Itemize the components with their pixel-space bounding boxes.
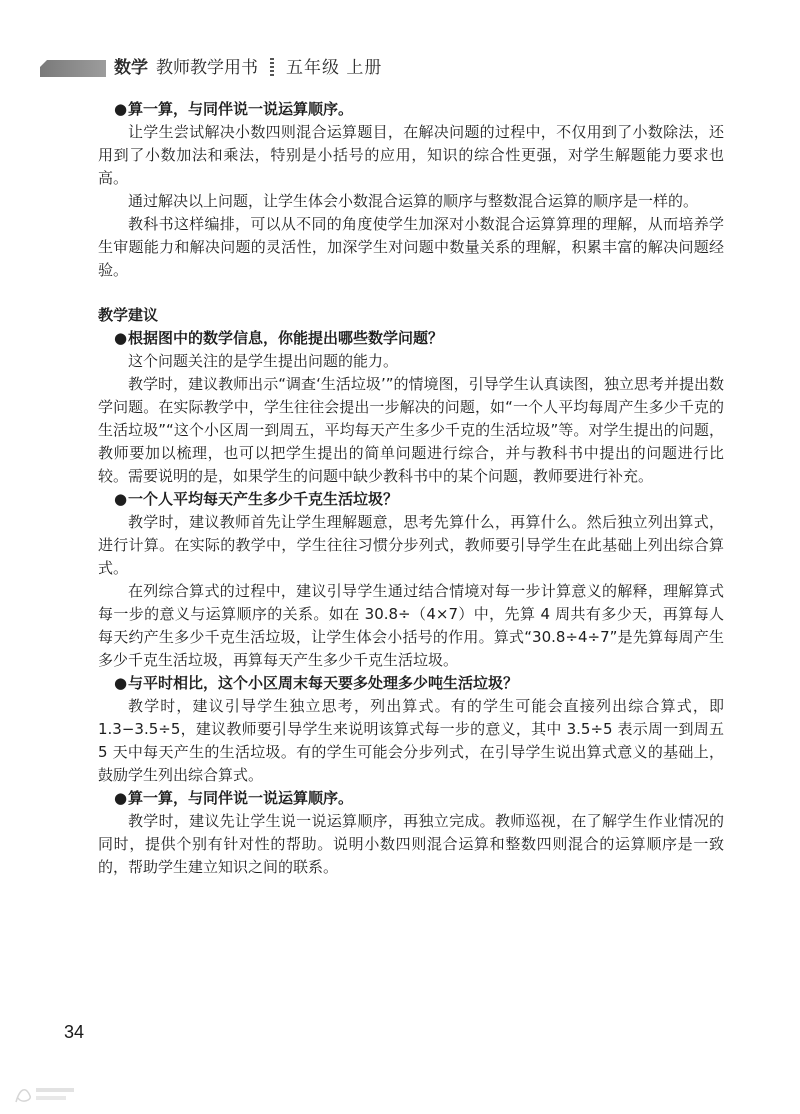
header-book: 教师教学用书	[156, 58, 258, 78]
paragraph: 教学时，建议先让学生说一说运算顺序，再独立完成。教师巡视，在了解学生作业情况的同时，提供个别有针对性的帮助。说明小数四则混合运算和整数四则混合的运算顺序是一致的，帮助学生建立知识之间的联系。	[98, 812, 724, 876]
header-title	[114, 56, 382, 80]
paragraph: 教学时，建议教师首先让学生理解题意，思考先算什么，再算什么。然后独立列出算式，进行计算。在实际的教学中，学生往往习惯分步列式，教师要引导学生在此基础上列出综合算式。	[98, 513, 724, 577]
header-subject: 数学	[114, 58, 148, 78]
bullet-dot-icon: ●	[114, 490, 128, 508]
bullet-heading	[98, 672, 724, 695]
paragraph: 让学生尝试解决小数四则混合运算题目，在解决问题的过程中，不仅用到了小数除法，还用到了小数加法和乘法，特别是小括号的应用，知识的综合性更强，对学生解题能力要求也高。	[98, 123, 724, 187]
page-number: 34	[64, 1022, 85, 1042]
bullet-dot-icon: ●	[114, 329, 128, 347]
bullet-text: 算一算，与同伴说一说运算顺序。	[128, 100, 354, 118]
bullet-text: 与平时相比，这个小区周末每天要多处理多少吨生活垃圾？	[128, 674, 519, 692]
bullet-heading	[98, 98, 724, 121]
watermark-logo-icon	[10, 1082, 80, 1108]
bullet-text: 一个人平均每天产生多少千克生活垃圾？	[128, 490, 399, 508]
bullet-heading	[98, 787, 724, 810]
paragraph: 教学时，建议引导学生独立思考，列出算式。有的学生可能会直接列出综合算式，即 1.3−3.5÷5，建议教师要引导学生来说明该算式每一步的意义，其中 3.5÷5 表示周一到周五 5 天中每天产生的生活垃圾。有的学生可能会分步列式，在引导学生说出算式意义的基础上，鼓励学生列出综合算式。	[98, 697, 724, 784]
bullet-dot-icon: ●	[114, 789, 128, 807]
page-header	[0, 54, 800, 84]
header-grade: 五年级 上册	[286, 58, 383, 78]
paragraph: 通过解决以上问题，让学生体会小数混合运算的顺序与整数混合运算的顺序是一样的。	[128, 192, 699, 210]
bullet-text: 根据图中的数学信息，你能提出哪些数学问题？	[128, 329, 444, 347]
paragraph: 这个问题关注的是学生提出问题的能力。	[128, 352, 399, 370]
bullet-heading	[98, 327, 724, 350]
header-separator	[270, 58, 274, 76]
bullet-dot-icon: ●	[114, 674, 128, 692]
paragraph: 教学时，建议教师出示“调查‘生活垃圾’”的情境图，引导学生认真读图，独立思考并提出数学问题。在实际教学中，学生往往会提出一步解决的问题，如“一个人平均每周产生多少千克的生活垃圾”“这个小区周一到周五，平均每天产生多少千克的生活垃圾”等。对学生提出的问题，教师要加以梳理，也可以把学生提出的简单问题进行综合，并与教科书中提出的问题进行比较。需要说明的是，如果学生的问题中缺少教科书中的某个问题，教师要进行补充。	[98, 375, 724, 485]
bullet-dot-icon: ●	[114, 100, 128, 118]
paragraph: 教科书这样编排，可以从不同的角度使学生加深对小数混合运算算理的理解，从而培养学生审题能力和解决问题的灵活性，加深学生对问题中数量关系的理解，积累丰富的解决问题经验。	[98, 215, 724, 279]
paragraph: 在列综合算式的过程中，建议引导学生通过结合情境对每一步计算意义的解释，理解算式每一步的意义与运算顺序的关系。如在 30.8÷（4×7）中，先算 4 周共有多少天，再算每人每天约产生多少千克生活垃圾，让学生体会小括号的作用。算式“30.8÷4÷7”是先算每周产生多少千克生活垃圾，再算每天产生多少千克生活垃圾。	[98, 582, 724, 669]
bullet-text: 算一算，与同伴说一说运算顺序。	[128, 789, 354, 807]
section-heading: 教学建议	[98, 306, 159, 324]
bullet-heading	[98, 488, 724, 511]
header-decoration-bar	[40, 60, 106, 77]
page-content	[98, 98, 724, 879]
